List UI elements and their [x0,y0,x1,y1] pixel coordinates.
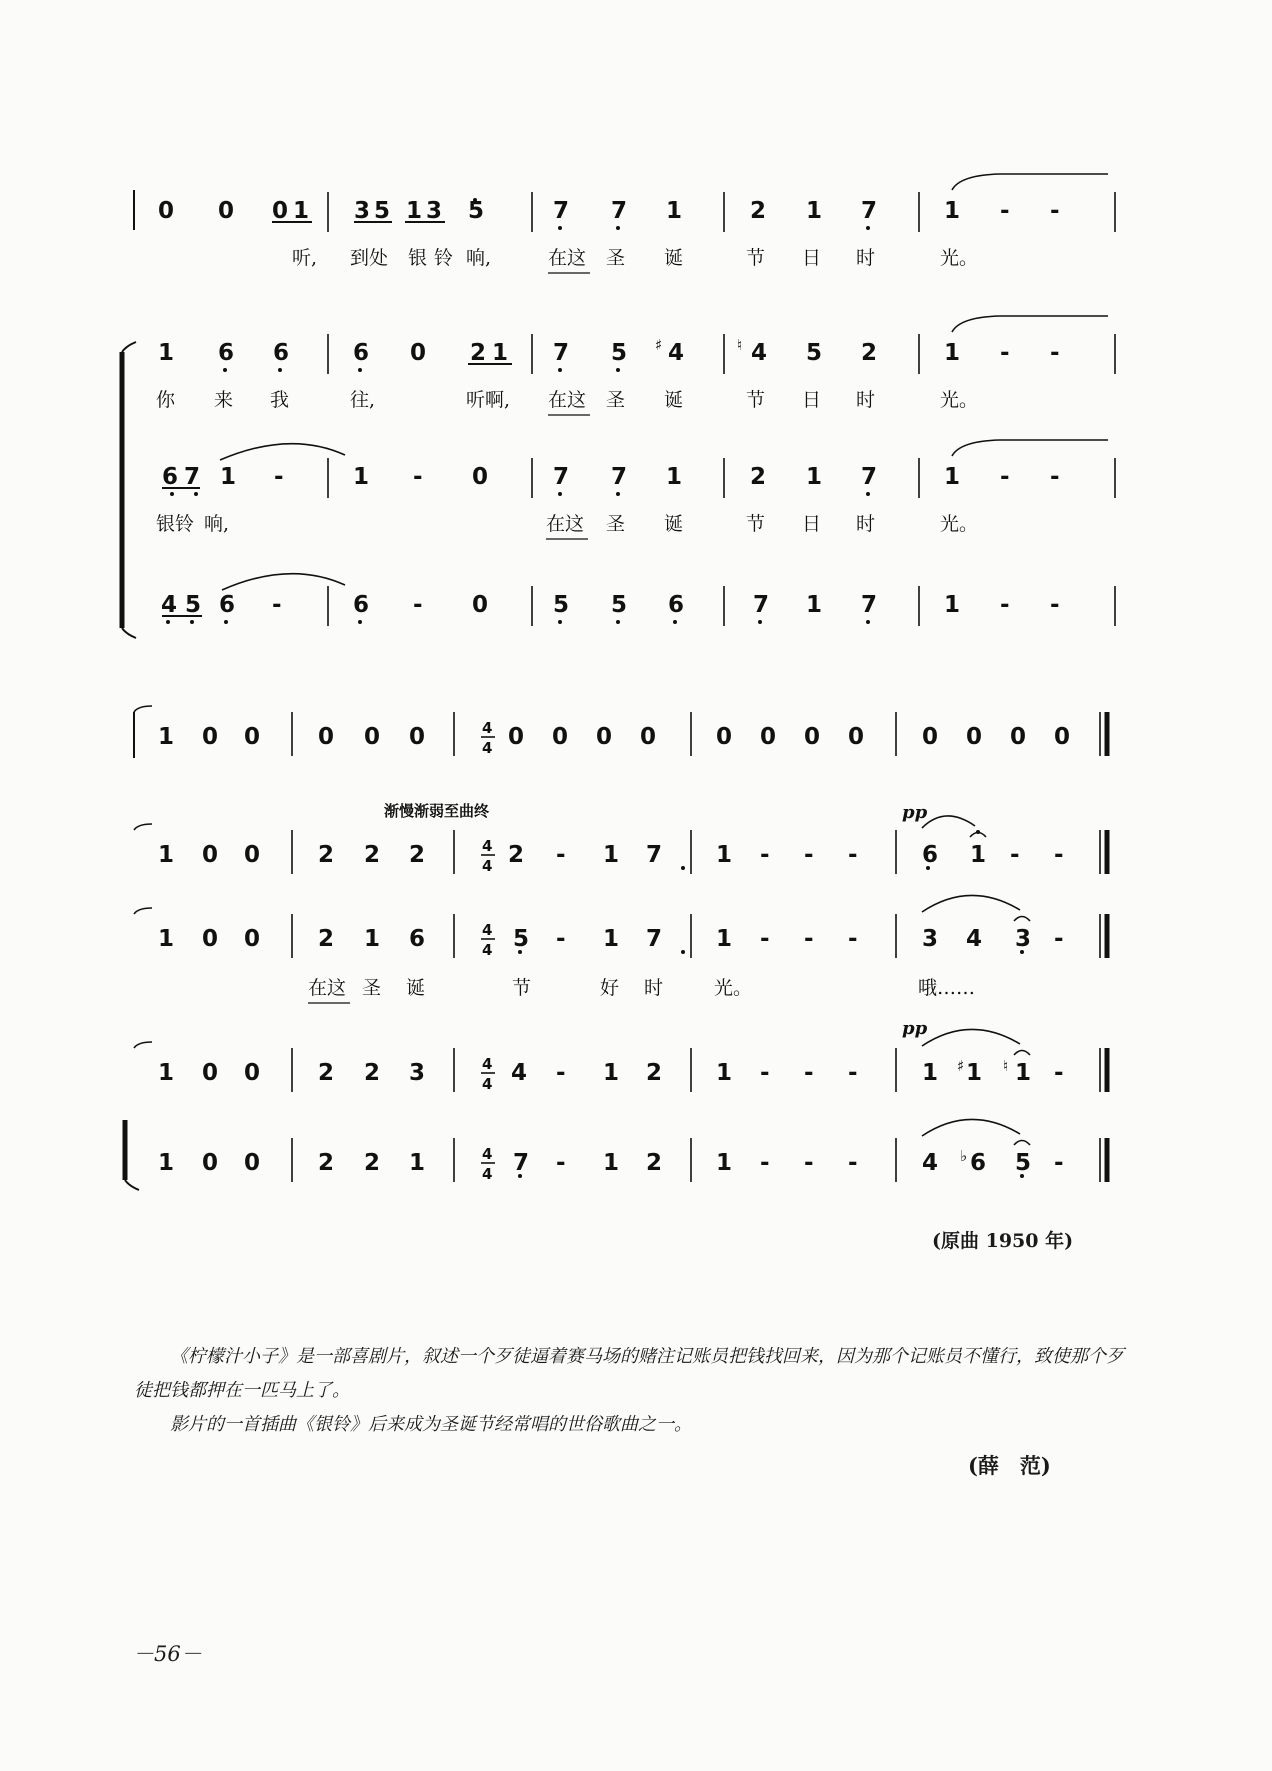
source-note: (原曲 1950 年) [932,1230,1074,1252]
note: - [556,1060,566,1086]
note: 1 [806,464,823,490]
note: 2 [364,842,381,868]
time-signature-top: 4 [482,1145,493,1163]
note: 7 [646,842,663,868]
lyric: 诞 [664,247,684,269]
note: 4 [511,1060,528,1086]
note: 1 [492,340,509,366]
lyric: 诞 [664,513,684,535]
note: 1 [158,1060,175,1086]
note: - [556,842,566,868]
dynamic-mark: pp [902,802,928,823]
time-signature-top: 4 [482,837,493,855]
note: 1 [716,842,733,868]
time-signature-top: 4 [482,1055,493,1073]
note: 3 [922,926,939,952]
page-number: －56－ [133,1642,202,1666]
lyric: 时 [856,247,876,269]
note: 7 [553,340,570,366]
lyric: 诞 [664,389,684,411]
note: 2 [409,842,426,868]
note: 6 [273,340,290,366]
note: 2 [750,464,767,490]
note: 2 [646,1150,663,1176]
note: 0 [472,592,489,618]
lyric: 节 [512,977,532,999]
description-paragraph: 影片的一首插曲《银铃》后来成为圣诞节经常唱的世俗歌曲之一。 [170,1414,692,1435]
lyric: 节 [746,513,766,535]
note: 7 [513,1150,530,1176]
note: 0 [202,842,219,868]
note: - [1054,926,1064,952]
note: 5 [185,592,202,618]
note: 3 [354,198,371,224]
note: - [1050,464,1060,490]
note: 5 [611,340,628,366]
time-signature-bottom: 4 [482,1165,493,1183]
note: 1 [406,198,423,224]
lyric: 光。 [940,389,979,411]
note: 0 [244,724,261,750]
note: 1 [716,926,733,952]
flat-accidental: ♭ [960,1147,968,1165]
author: (薛 范) [968,1453,1051,1478]
note: 5 [1015,1150,1032,1176]
note: - [804,926,814,952]
note: - [556,1150,566,1176]
note: - [1054,1060,1064,1086]
note: 7 [646,926,663,952]
note: - [272,592,282,618]
note: 2 [364,1060,381,1086]
note: - [1000,592,1010,618]
lyric: 圣 [606,513,626,535]
time-signature-bottom: 4 [482,857,493,875]
note: 6 [219,592,236,618]
note: 1 [806,198,823,224]
note: 1 [603,1060,620,1086]
note: 3 [409,1060,426,1086]
lyric: 在这 [546,513,585,535]
note: - [1054,842,1064,868]
natural-accidental: ♮ [737,336,743,354]
note: - [413,464,423,490]
note: - [1050,592,1060,618]
note: 7 [184,464,201,490]
note: 1 [806,592,823,618]
note: 4 [668,340,685,366]
note: 0 [1054,724,1071,750]
note: 2 [318,1060,335,1086]
note: 0 [508,724,525,750]
note: 0 [364,724,381,750]
note: 1 [603,842,620,868]
note: 0 [640,724,657,750]
note: - [1000,340,1010,366]
note: 5 [806,340,823,366]
lyric: 圣 [606,247,626,269]
note: 5 [468,198,485,224]
note: 4 [922,1150,939,1176]
time-signature-bottom: 4 [482,1075,493,1093]
note: 2 [318,1150,335,1176]
note: 1 [944,340,961,366]
note: 0 [716,724,733,750]
note: 0 [760,724,777,750]
note: - [760,926,770,952]
note: 0 [244,1060,261,1086]
dynamic-mark: pp [902,1018,928,1039]
note: 1 [603,1150,620,1176]
lyric: 好 [600,977,620,999]
lyric: 光。 [714,977,753,999]
note: 2 [318,842,335,868]
note: 0 [848,724,865,750]
note: 6 [353,340,370,366]
sharp-accidental: ♯ [957,1057,965,1075]
note: - [760,1150,770,1176]
note: 7 [611,464,628,490]
note: 1 [970,842,987,868]
note: - [848,1060,858,1086]
note: 1 [716,1150,733,1176]
note: 1 [1015,1060,1032,1086]
note: 0 [202,926,219,952]
note: 1 [966,1060,983,1086]
lyric: 银 [408,247,428,269]
note: 0 [966,724,983,750]
note: - [274,464,284,490]
note: 5 [553,592,570,618]
note: 0 [272,198,289,224]
note: 1 [158,724,175,750]
note: 0 [244,842,261,868]
time-signature-bottom: 4 [482,739,493,757]
lyric: 听啊, [466,389,511,411]
note: 2 [318,926,335,952]
note: 0 [409,724,426,750]
note: 1 [409,1150,426,1176]
note: 0 [202,1060,219,1086]
note: 1 [158,1150,175,1176]
note: 4 [966,926,983,952]
note: - [760,1060,770,1086]
note: - [1050,340,1060,366]
tempo-direction: 渐慢渐弱至曲终 [384,802,490,820]
note: 1 [293,198,310,224]
note: 7 [553,464,570,490]
note: 1 [666,198,683,224]
note: 4 [751,340,768,366]
note: 6 [922,842,939,868]
time-signature-bottom: 4 [482,941,493,959]
note: 2 [646,1060,663,1086]
note: 1 [158,340,175,366]
lyric: 响, [466,247,492,269]
note: - [556,926,566,952]
note: 7 [861,464,878,490]
note: 1 [158,842,175,868]
note: 7 [553,198,570,224]
note: 5 [374,198,391,224]
description [134,1340,1134,1442]
note: 1 [353,464,370,490]
note: - [1000,198,1010,224]
note: - [1050,198,1060,224]
note: 6 [353,592,370,618]
note: 6 [668,592,685,618]
lyric: 节 [746,389,766,411]
note: 2 [508,842,525,868]
note: - [1054,1150,1064,1176]
note: 0 [158,198,175,224]
note: 0 [318,724,335,750]
note: 0 [202,724,219,750]
note: - [848,926,858,952]
note: 6 [970,1150,987,1176]
description-paragraph: 《柠檬汁小子》是一部喜剧片，叙述一个歹徒逼着赛马场的赌注记账员把钱找回来，因为那个记账员不懂行，致使那个歹徒把钱都押在一匹马上了。 [134,1346,1124,1401]
lyric: 听, [292,247,318,269]
note: 0 [1010,724,1027,750]
note: 7 [611,198,628,224]
note: - [848,842,858,868]
note: 7 [753,592,770,618]
lyric: 来 [214,389,234,411]
lyric: 日 [802,389,822,411]
note: 1 [666,464,683,490]
note: 3 [1015,926,1032,952]
note: - [804,1060,814,1086]
lyric: 圣 [362,977,382,999]
note: 0 [244,1150,261,1176]
note: 7 [861,592,878,618]
note: 1 [716,1060,733,1086]
note: 7 [861,198,878,224]
lyric: 铃 [434,247,454,269]
lyric: 节 [746,247,766,269]
note: 1 [603,926,620,952]
note: 1 [220,464,237,490]
note: 5 [611,592,628,618]
lyric: 银铃 [156,513,195,535]
note: 1 [364,926,381,952]
note: 2 [470,340,487,366]
note: - [804,842,814,868]
lyric: 圣 [606,389,626,411]
lyric: 光。 [940,247,979,269]
lyric: 光。 [940,513,979,535]
note: 0 [472,464,489,490]
lyric: 时 [856,513,876,535]
natural-accidental: ♮ [1003,1057,1009,1075]
lyric: 在这 [548,389,587,411]
note: 3 [426,198,443,224]
note: 1 [158,926,175,952]
note: 6 [218,340,235,366]
note: 1 [944,198,961,224]
note: 4 [161,592,178,618]
note: - [760,842,770,868]
lyric: 日 [802,247,822,269]
lyric: 响, [204,513,230,535]
note: 5 [513,926,530,952]
note: 0 [244,926,261,952]
note: 0 [596,724,613,750]
lyric: 哦…… [918,977,976,999]
sharp-accidental: ♯ [655,336,663,354]
note: 6 [409,926,426,952]
lyric: 你 [156,389,176,411]
lyric: 到处 [350,247,389,269]
lyric: 在这 [308,977,347,999]
note: 1 [944,592,961,618]
time-signature-top: 4 [482,921,493,939]
note: - [804,1150,814,1176]
note: 0 [552,724,569,750]
lyric: 我 [270,389,290,411]
note: 2 [364,1150,381,1176]
note: - [413,592,423,618]
time-signature-top: 4 [482,719,493,737]
note: 0 [218,198,235,224]
lyric: 往, [350,389,376,411]
lyric: 时 [644,977,664,999]
note: 6 [162,464,179,490]
lyric: 时 [856,389,876,411]
note: 0 [804,724,821,750]
note: 2 [750,198,767,224]
note: 0 [410,340,427,366]
lyric: 日 [802,513,822,535]
lyric: 诞 [406,977,426,999]
note: 1 [944,464,961,490]
note: 2 [861,340,878,366]
note: - [848,1150,858,1176]
note: 0 [922,724,939,750]
note: - [1010,842,1020,868]
note: - [1000,464,1010,490]
note: 1 [922,1060,939,1086]
note: 0 [202,1150,219,1176]
lyric: 在这 [548,247,587,269]
